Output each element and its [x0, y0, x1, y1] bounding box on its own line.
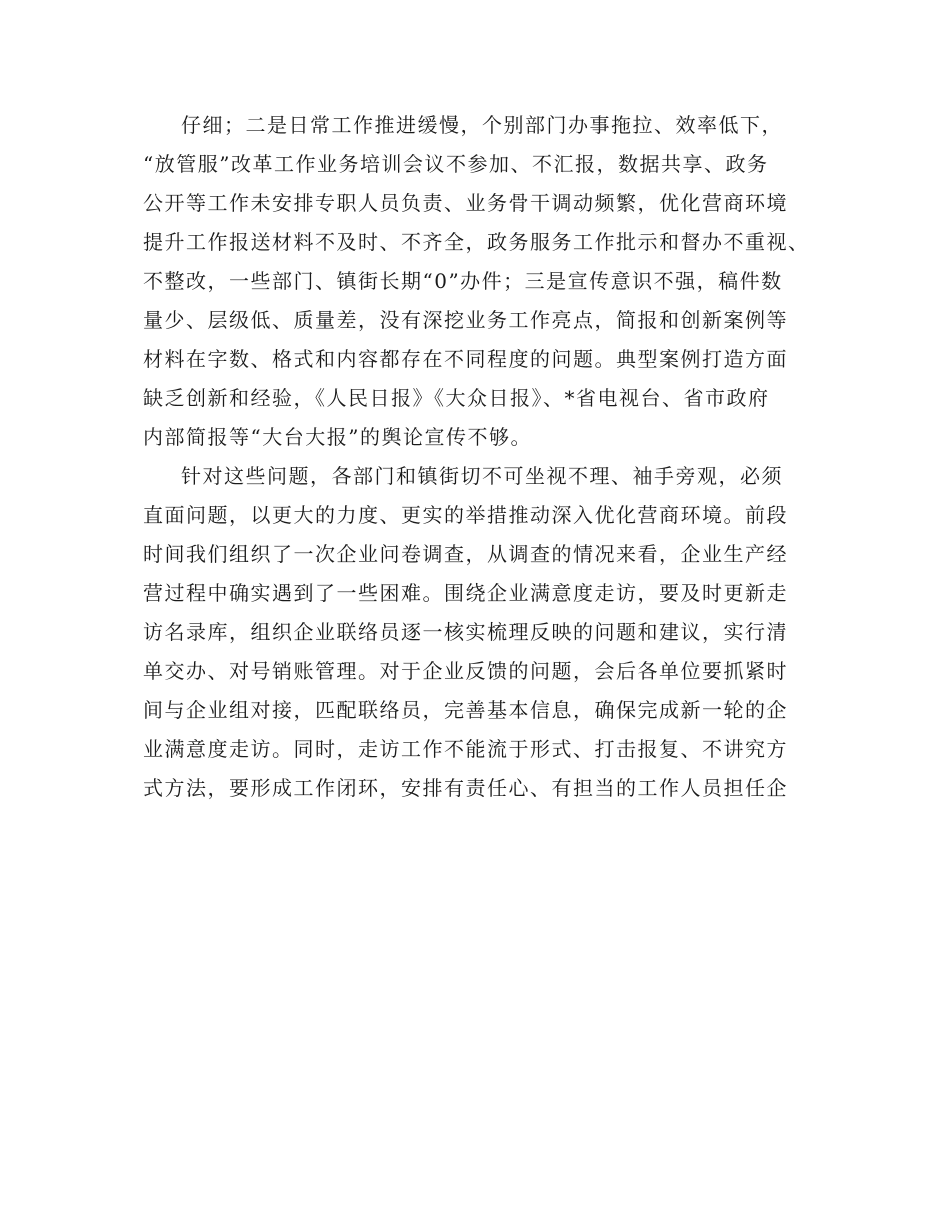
text-line: 材料在字数、格式和内容都存在不同程度的问题。典型案例打造方面 [143, 347, 788, 371]
text-line: 直面问题，以更大的力度、更实的举措推动深入优化营商环境。前段 [143, 503, 788, 527]
text-line: 公开等工作未安排专职人员负责、业务骨干调动频繁，优化营商环境 [143, 191, 788, 215]
text-line: 提升工作报送材料不及时、不齐全，政务服务工作批示和督办不重视、 [143, 230, 810, 254]
text-line: 针对这些问题，各部门和镇街切不可坐视不理、袖手旁观，必须 [181, 464, 783, 488]
text-line: 营过程中确实遇到了一些困难。围绕企业满意度走访，要及时更新走 [143, 581, 788, 605]
text-line: 访名录库，组织企业联络员逐一核实梳理反映的问题和建议，实行清 [143, 620, 788, 644]
text-line: 不整改，一些部门、镇街长期“0”办件；三是宣传意识不强，稿件数 [143, 269, 783, 293]
text-line: 缺乏创新和经验，《人民日报》《大众日报》、*省电视台、省市政府 [143, 386, 770, 410]
text-line: 业满意度走访。同时，走访工作不能流于形式、打击报复、不讲究方 [143, 737, 788, 761]
text-line: 式方法，要形成工作闭环，安排有责任心、有担当的工作人员担任企 [143, 776, 788, 800]
text-line: 时间我们组织了一次企业问卷调查，从调查的情况来看，企业生产经 [143, 542, 788, 566]
text-line: 单交办、对号销账管理。对于企业反馈的问题，会后各单位要抓紧时 [143, 659, 788, 683]
text-line: 仔细；二是日常工作推进缓慢，个别部门办事拖拉、效率低下， [181, 113, 783, 137]
text-line: “放管服”改革工作业务培训会议不参加、不汇报，数据共享、政务 [143, 152, 769, 176]
paragraph-2 [143, 457, 823, 808]
paragraph-1 [143, 106, 823, 457]
text-line: 量少、层级低、质量差，没有深挖业务工作亮点，简报和创新案例等 [143, 308, 788, 332]
document-body [143, 106, 823, 808]
text-line: 间与企业组对接，匹配联络员，完善基本信息，确保完成新一轮的企 [143, 698, 788, 722]
text-line: 内部简报等“大台大报”的舆论宣传不够。 [143, 425, 532, 449]
